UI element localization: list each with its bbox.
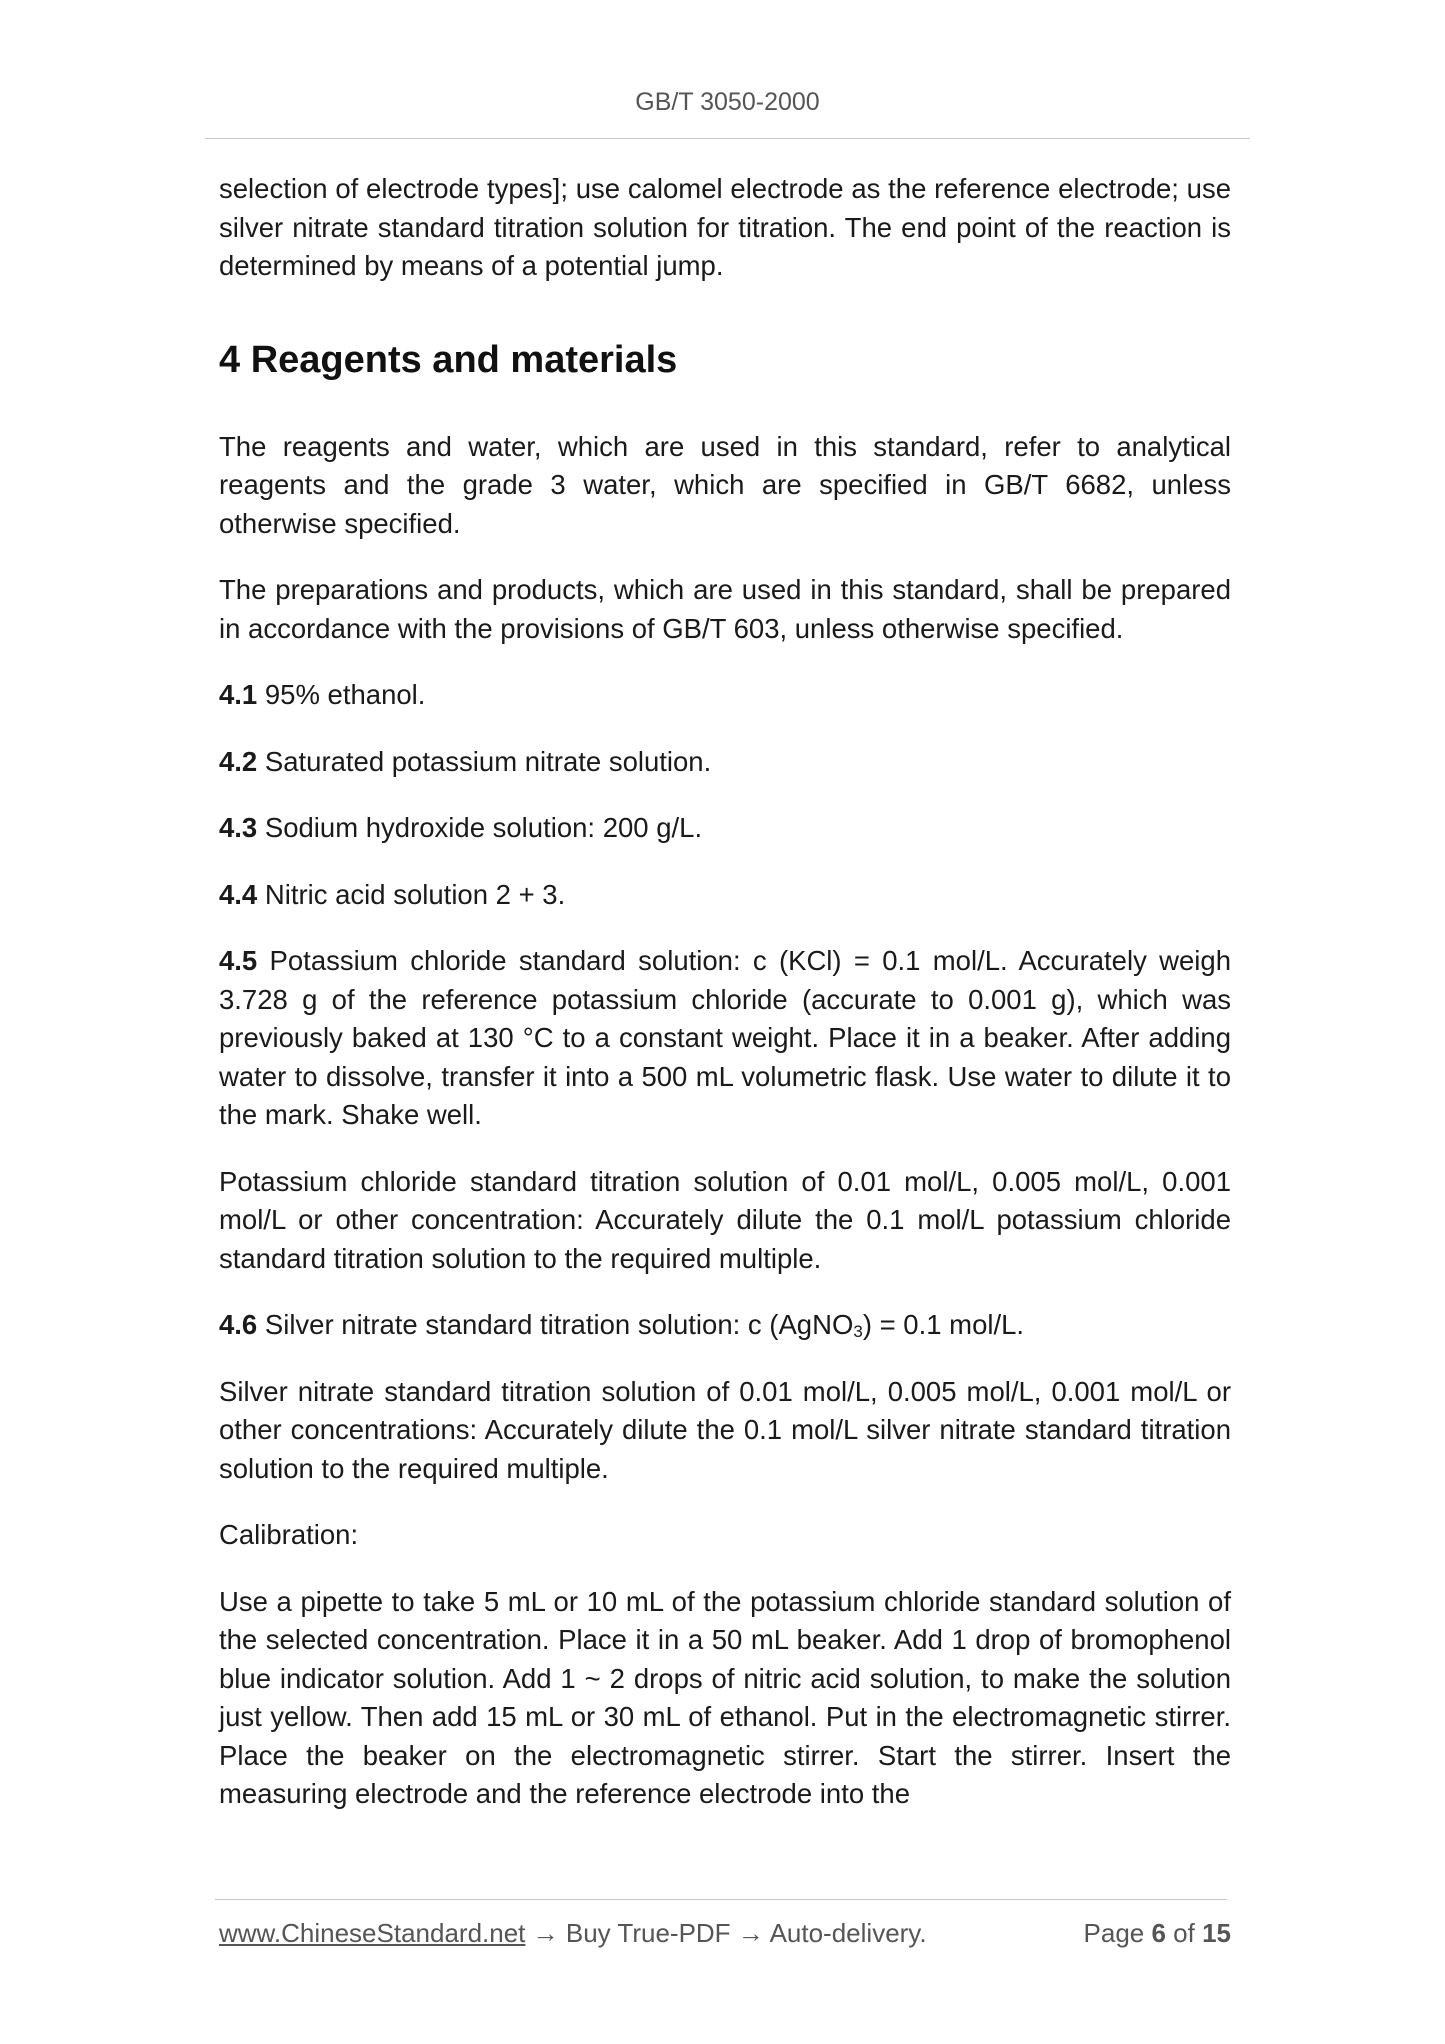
of-word: of	[1165, 1918, 1203, 1948]
item-number: 4.4	[219, 878, 258, 910]
total-pages: 15	[1202, 1918, 1231, 1948]
item-text: Saturated potassium nitrate solution.	[257, 745, 712, 777]
item-4-3	[219, 809, 1231, 848]
item-4-1	[219, 676, 1231, 715]
section-heading: 4 Reagents and materials	[219, 338, 678, 381]
item-text: 95% ethanol.	[257, 679, 426, 710]
item-number: 4.1	[219, 679, 258, 710]
item-4-2	[219, 743, 1231, 782]
current-page: 6	[1151, 1918, 1166, 1948]
paragraph-calibration: Use a pipette to take 5 mL or 10 mL of the potassium chloride standard solution of the selected concentration. Place it in a 50 mL beaker. Add 1 drop of bromophenol blue indicator solution. Add 1 ~ 2 drops of nitric acid solution, to make the solution just yellow. Then add 15 mL or 30 mL of ethanol. Put in the electromagnetic stirrer. Place the beaker on the electromagnetic stirrer. Start the stirrer. Insert the measuring electrode and the reference electrode into the	[219, 1585, 1231, 1809]
item-number: 4.6	[219, 1309, 258, 1340]
item-number: 4.3	[219, 812, 258, 843]
paragraph-agno3-dilution: Silver nitrate standard titration solution of 0.01 mol/L, 0.005 mol/L, 0.001 mol/L or other concentrations: Accurately dilute the 0.1 mol/L silver nitrate standard titration solution to the required multiple.	[219, 1375, 1231, 1484]
intro-paragraph: selection of electrode types]; use calomel electrode as the reference electrode; use silver nitrate standard titration solution for titration. The end point of the reaction is determined by means of a potential jump.	[219, 173, 1231, 281]
calibration-label: Calibration:	[219, 1519, 359, 1550]
website-link[interactable]: www.ChineseStandard.net	[219, 1918, 526, 1948]
document-body	[219, 170, 1231, 1814]
item-number: 4.2	[219, 745, 258, 777]
page-header: GB/T 3050-2000	[635, 88, 820, 116]
footer-tagline: → Buy True-PDF → Auto-delivery.	[525, 1918, 927, 1948]
header-divider	[205, 138, 1250, 139]
item-4-5	[219, 942, 1231, 1135]
paragraph-kcl-dilution: Potassium chloride standard titration solution of 0.01 mol/L, 0.005 mol/L, 0.001 mol/L or other concentration: Accurately dilute the 0.1 mol/L potassium chloride standard titration solution to the required multiple.	[219, 1165, 1231, 1274]
page-number	[1084, 1918, 1231, 1949]
item-text-end: ) = 0.1 mol/L.	[862, 1309, 1025, 1340]
page-footer	[219, 1918, 1231, 1949]
page-word: Page	[1083, 1918, 1152, 1948]
item-4-4	[219, 876, 1231, 915]
item-text: Sodium hydroxide solution: 200 g/L.	[257, 812, 703, 843]
paragraph-reagents-water: The reagents and water, which are used in this standard, refer to analytical reagents and the grade 3 water, which are specified in GB/T 6682, unless otherwise specified.	[219, 430, 1231, 539]
item-number: 4.5	[219, 945, 258, 976]
footer-divider	[215, 1899, 1227, 1900]
item-text: Silver nitrate standard titration solution: c (AgNO	[257, 1309, 854, 1340]
item-text: Nitric acid solution 2 + 3.	[257, 878, 566, 910]
subscript: 3	[853, 1322, 863, 1341]
item-4-6	[219, 1306, 1231, 1345]
paragraph-preparations: The preparations and products, which are used in this standard, shall be prepared in accordance with the provisions of GB/T 603, unless otherwise specified.	[219, 574, 1231, 644]
item-text: Potassium chloride standard solution: c (KCl) = 0.1 mol/L. Accurately weigh 3.728 g of the reference potassium chloride (accurate to 0.001 g), which was previously baked at 130 °C to a constant weight. Place it in a beaker. After adding water to dissolve, transfer it into a 500 mL volumetric flask. Use water to dilute it to the mark. Shake well.	[219, 945, 1231, 1130]
